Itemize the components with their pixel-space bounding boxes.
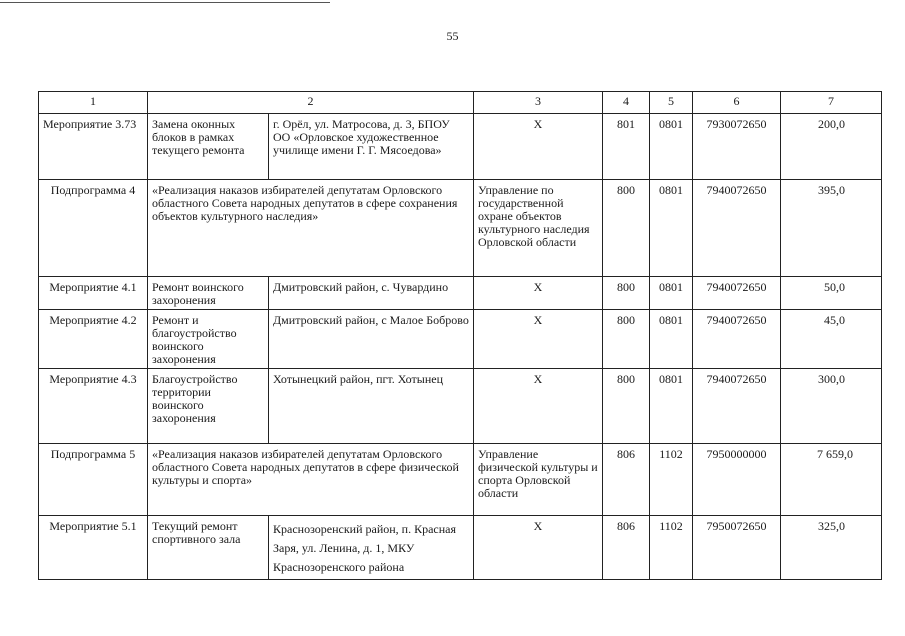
page-number: 55 — [446, 29, 459, 43]
column-header: 1 — [39, 92, 148, 114]
row-executor: Управление физической культуры и спорта Орловской области — [474, 444, 603, 516]
row-section: 1102 — [650, 516, 693, 580]
row-csr: 7950072650 — [693, 516, 781, 580]
column-header: 3 — [474, 92, 603, 114]
row-address: Дмитровский район, с. Чувардино — [269, 277, 474, 310]
column-header: 5 — [650, 92, 693, 114]
column-header: 6 — [693, 92, 781, 114]
table-row — [39, 310, 882, 369]
table-row — [39, 369, 882, 444]
row-name: Подпрограмма 4 — [39, 180, 148, 277]
row-grbs: 800 — [603, 310, 650, 369]
row-address: Дмитровский район, с Малое Боброво — [269, 310, 474, 369]
row-csr: 7940072650 — [693, 369, 781, 444]
table-header-row — [39, 92, 882, 114]
row-section: 0801 — [650, 114, 693, 180]
row-address: г. Орёл, ул. Матросова, д. 3, БПОУ ОО «Орловское художественное училище имени Г. Г. Мясоедова» — [269, 114, 474, 180]
row-name: Мероприятие 4.1 — [39, 277, 148, 310]
row-section: 1102 — [650, 444, 693, 516]
column-header: 7 — [781, 92, 882, 114]
row-grbs: 801 — [603, 114, 650, 180]
row-amount: 325,0 — [781, 516, 882, 580]
row-description: Ремонт воинского захоронения — [148, 277, 269, 310]
column-header: 2 — [148, 92, 474, 114]
row-grbs: 806 — [603, 444, 650, 516]
row-description: «Реализация наказов избирателей депутатам Орловского областного Совета народных депутатов в сфере физической культуры и спорта» — [148, 444, 474, 516]
row-name: Мероприятие 4.2 — [39, 310, 148, 369]
row-section: 0801 — [650, 180, 693, 277]
table-row — [39, 277, 882, 310]
row-amount: 300,0 — [781, 369, 882, 444]
row-address: Хотынецкий район, пгт. Хотынец — [269, 369, 474, 444]
row-amount: 200,0 — [781, 114, 882, 180]
row-amount: 45,0 — [781, 310, 882, 369]
row-name: Мероприятие 3.73 — [39, 114, 148, 180]
row-csr: 7930072650 — [693, 114, 781, 180]
row-executor: Управление по государственной охране объектов культурного наследия Орловской области — [474, 180, 603, 277]
row-description: Ремонт и благоустройство воинского захоронения — [148, 310, 269, 369]
row-name: Подпрограмма 5 — [39, 444, 148, 516]
row-description: Благоустройство территории воинского захоронения — [148, 369, 269, 444]
row-amount: 7 659,0 — [781, 444, 882, 516]
page-top-rule — [0, 2, 330, 3]
table-row — [39, 114, 882, 180]
row-grbs: 800 — [603, 369, 650, 444]
budget-table — [38, 91, 882, 580]
row-csr: 7940072650 — [693, 310, 781, 369]
row-address: Краснозоренский район, п. Красная Заря, ул. Ленина, д. 1, МКУ Краснозоренского района — [269, 516, 474, 580]
row-amount: 395,0 — [781, 180, 882, 277]
table-row — [39, 516, 882, 580]
row-grbs: 806 — [603, 516, 650, 580]
row-csr: 7940072650 — [693, 180, 781, 277]
row-section: 0801 — [650, 369, 693, 444]
row-executor: Х — [474, 114, 603, 180]
row-executor: Х — [474, 516, 603, 580]
row-executor: Х — [474, 369, 603, 444]
row-csr: 7940072650 — [693, 277, 781, 310]
row-name: Мероприятие 5.1 — [39, 516, 148, 580]
row-name: Мероприятие 4.3 — [39, 369, 148, 444]
column-header: 4 — [603, 92, 650, 114]
table-row — [39, 180, 882, 277]
table-row — [39, 444, 882, 516]
row-grbs: 800 — [603, 180, 650, 277]
row-executor: Х — [474, 277, 603, 310]
row-section: 0801 — [650, 277, 693, 310]
row-amount: 50,0 — [781, 277, 882, 310]
row-grbs: 800 — [603, 277, 650, 310]
row-description: Текущий ремонт спортивного зала — [148, 516, 269, 580]
row-description: «Реализация наказов избирателей депутатам Орловского областного Совета народных депутатов в сфере сохранения объектов культурного наследия» — [148, 180, 474, 277]
row-executor: Х — [474, 310, 603, 369]
row-description: Замена оконных блоков в рамках текущего ремонта — [148, 114, 269, 180]
row-csr: 7950000000 — [693, 444, 781, 516]
row-section: 0801 — [650, 310, 693, 369]
